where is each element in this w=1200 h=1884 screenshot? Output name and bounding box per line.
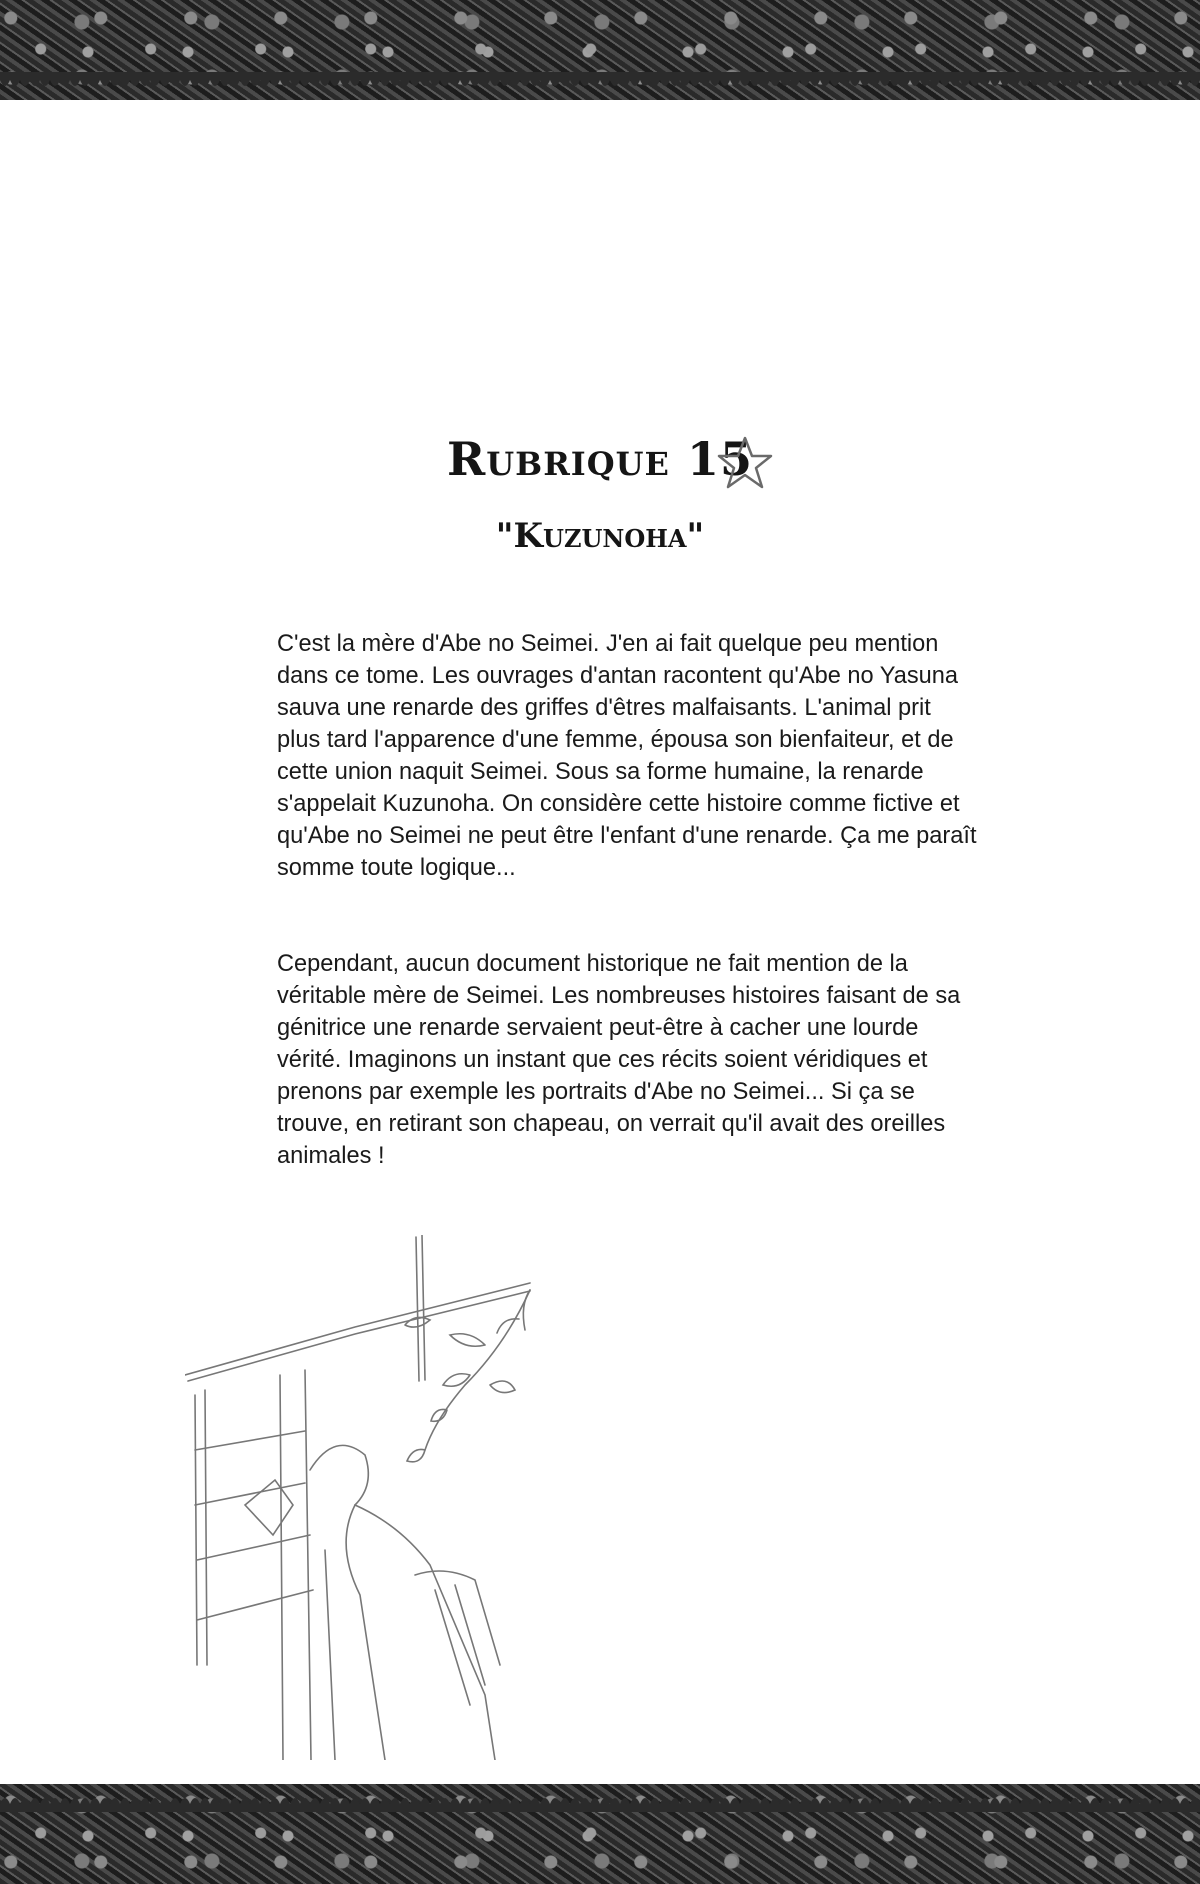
bottom-scallop-edge	[0, 1792, 1200, 1812]
star-icon	[717, 435, 773, 491]
rubric-heading-text: Rubrique 15	[447, 432, 753, 486]
paragraph-1: C'est la mère d'Abe no Seimei. J'en ai fait quelque peu mention dans ce tome. Les ouvrages d'antan racontent qu'Abe no Yasuna sauva une renarde des griffes d'êtres malfaisants. L'animal prit plus tard l'apparence d'une femme, épousa son bienfaiteur, et de cette union naquit Seimei. Sous sa forme humaine, la renarde s'appelait Kuzunoha. On considère cette histoire comme fictive et qu'Abe no Seimei ne peut être l'enfant d'une renarde. Ça me paraît somme toute logique...	[277, 631, 977, 881]
rubric-heading	[0, 432, 1200, 486]
sketch-illustration	[185, 1235, 705, 1760]
rubric-title: "Kuzunoha"	[495, 516, 705, 556]
top-scallop-edge	[0, 72, 1200, 92]
paragraph-2: Cependant, aucun document historique ne fait mention de la véritable mère de Seimei. Les nombreuses histoires faisant de sa génitrice une renarde servaient peut-être à cacher une lourde vérité. Imaginons un instant que ces récits soient véridiques et prenons par exemple les portraits d'Abe no Seimei... Si ça se trouve, en retirant son chapeau, on verrait qu'il avait des oreilles animales !	[277, 951, 961, 1169]
